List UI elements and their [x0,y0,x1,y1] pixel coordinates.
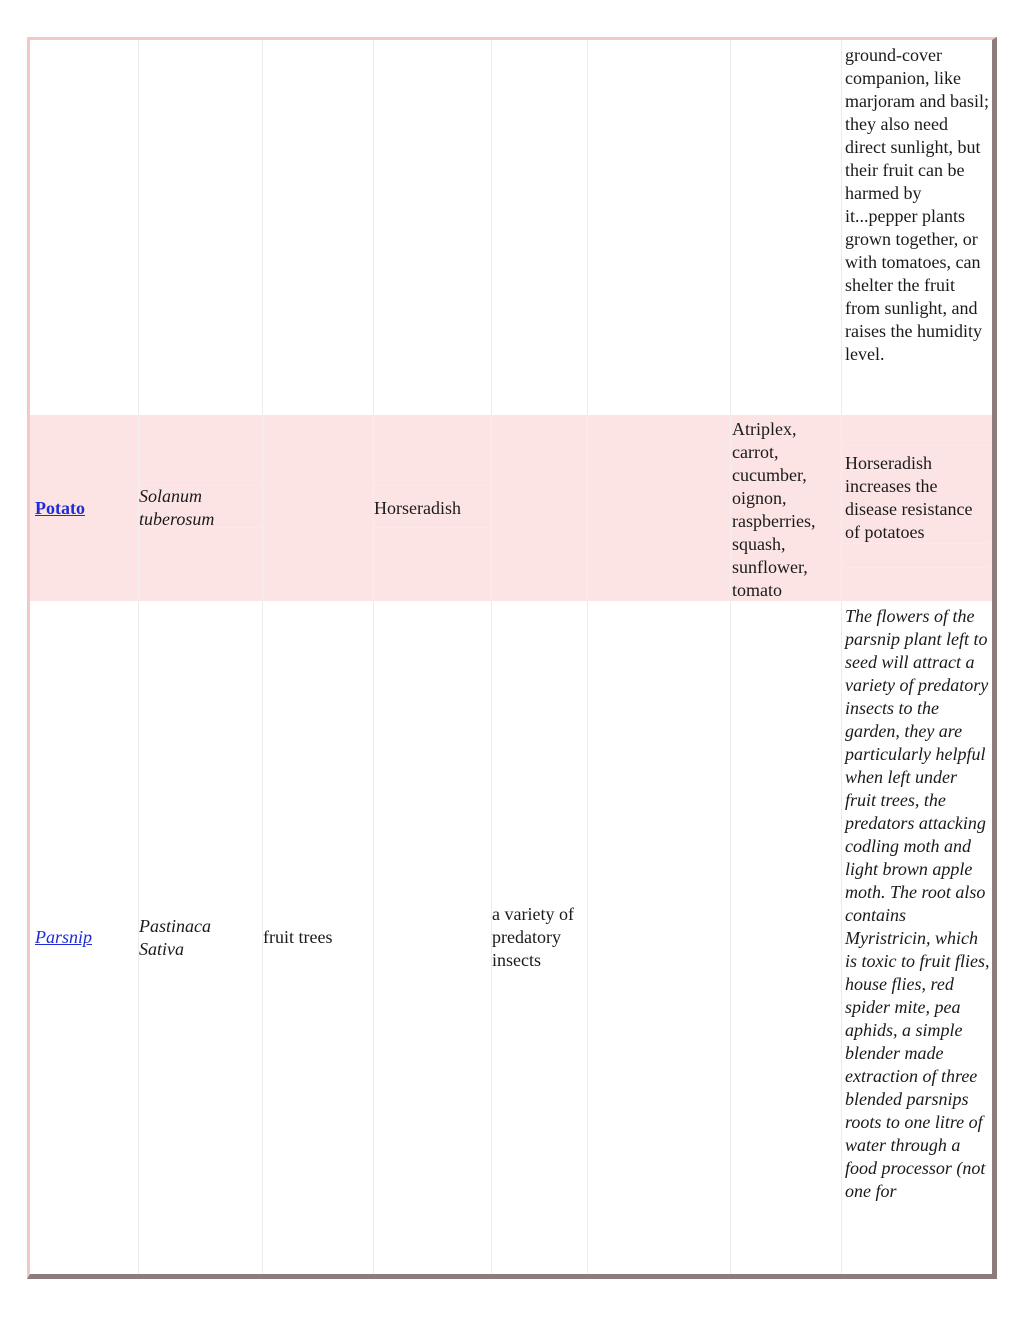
plant-link-potato[interactable]: Potato [35,497,85,518]
avoid-cell: Atriplex, carrot, cucumber, oignon, raspberries, squash, sunflower, tomato [732,419,816,600]
attracts-cell: a variety of predatory insects [492,904,574,970]
row-note: ground-cover companion, like marjoram and basil; they also need direct sunlight, but their fruit can be harmed by it...pepper plants grown together, or with tomatoes, can shelter the fruit from sunlight, and raises the humidity level. [845,45,989,364]
plant-name-cell [35,601,135,1274]
scientific-name: Pastinaca Sativa [139,915,211,959]
row-note: Horseradish increases the disease resistance of potatoes [845,453,973,542]
table-row [30,40,992,415]
helps-cell: fruit trees [263,927,333,947]
table-row [30,415,992,601]
plant-link-parsnip[interactable]: Parsnip [35,927,93,947]
companion-planting-table [27,37,997,1279]
table-row [30,601,992,1274]
row-note: The flowers of the parsnip plant left to seed will attract a variety of predatory insects to the garden, they are particularly helpful when left under fruit trees, the predators attacking codling moth and light brown apple moth. The root also contains Myristricin, which is toxic to fruit flies, house flies, red spider mite, pea aphids, a simple blender made extraction of three blended parsnips roots to one litre of water through a food processor (not one for [845,606,990,1201]
plant-name-cell [35,415,135,601]
scientific-name: Solanum tuberosum [139,486,215,529]
helps-cell: Horseradish [374,497,461,518]
